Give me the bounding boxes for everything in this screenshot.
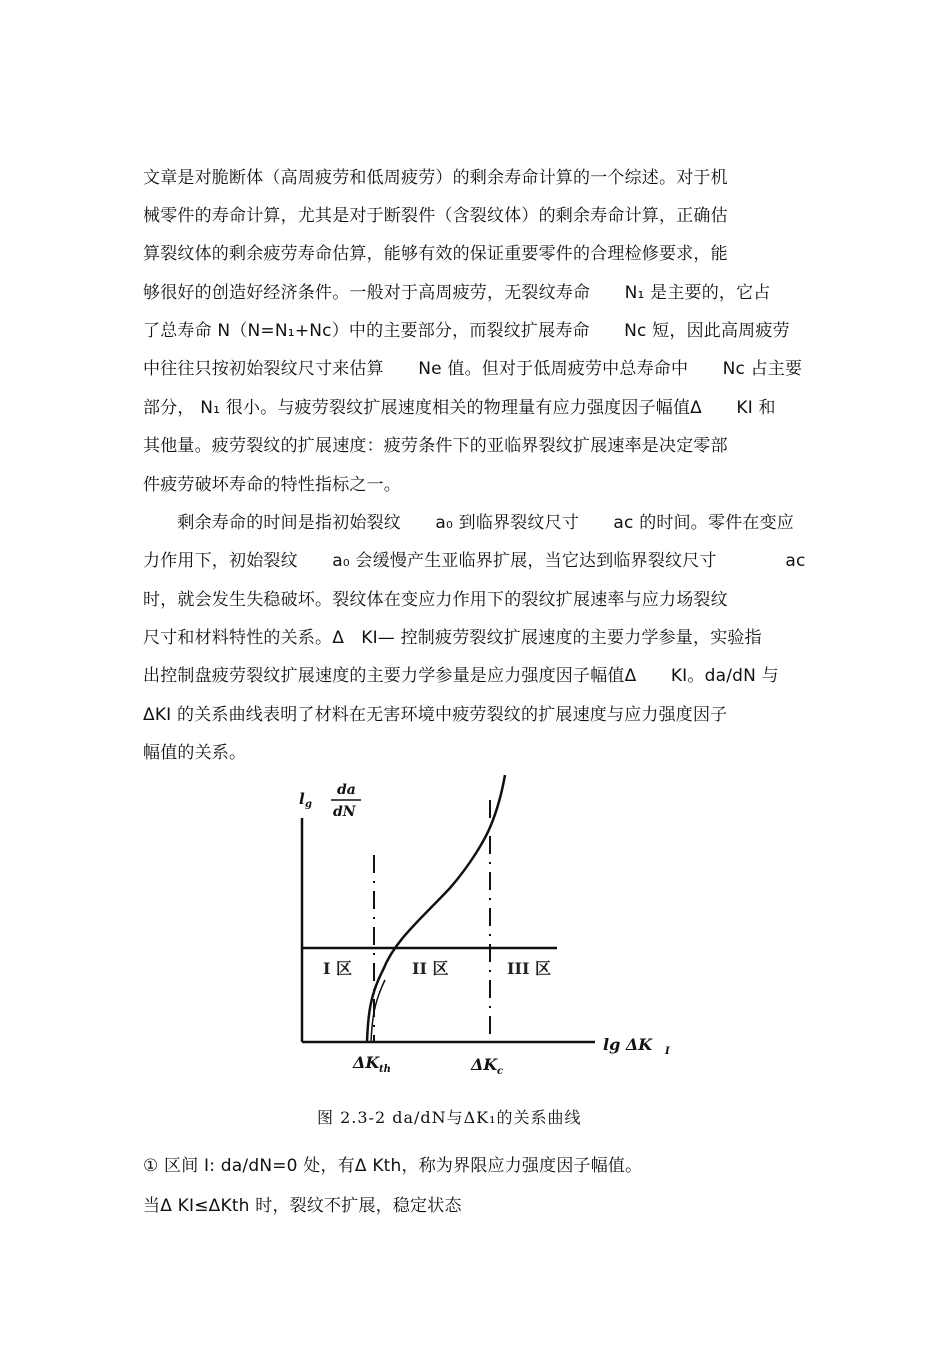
- tick-delta-k-c-sub: c: [497, 1066, 504, 1077]
- text-line: 时，就会发生失稳破坏。裂纹体在变应力作用下的裂纹扩展速率与应力场裂纹: [143, 590, 728, 610]
- crack-growth-diagram: [285, 770, 685, 1085]
- y-axis-prefix: l: [299, 790, 305, 808]
- y-axis-numerator: da: [337, 782, 356, 798]
- text-line: 剩余寿命的时间是指初始裂纹 a₀ 到临界裂纹尺寸 ac 的时间。零件在变应: [143, 513, 795, 533]
- zone-3-label: III 区: [507, 959, 552, 978]
- text-line: 尺寸和材料特性的关系。Δ KI— 控制疲劳裂纹扩展速度的主要力学参量，实验指: [143, 628, 762, 648]
- zone-1-label: I 区: [323, 959, 353, 978]
- text-line: 算裂纹体的剩余疲劳寿命估算，能够有效的保证重要零件的合理检修要求，能: [143, 244, 728, 264]
- text-line: 力作用下，初始裂纹 a₀ 会缓慢产生亚临界扩展，当它达到临界裂纹尺寸 ac: [143, 551, 806, 571]
- text-line: 出控制盘疲劳裂纹扩展速度的主要力学参量是应力强度因子幅值Δ KI。da/dN 与: [143, 666, 779, 686]
- figure-caption: 图 2.3-2 da/dN与ΔK₁的关系曲线: [317, 1108, 582, 1127]
- crack-growth-figure: [285, 770, 685, 1085]
- text-line: 够很好的创造好经济条件。一般对于高周疲劳，无裂纹寿命 N₁ 是主要的，它占: [143, 283, 771, 303]
- text-line: 部分， N₁ 很小。与疲劳裂纹扩展速度相关的物理量有应力强度因子幅值Δ KI 和: [143, 398, 776, 418]
- y-axis-denominator: dN: [333, 804, 356, 820]
- note-line: ① 区间 I: da/dN=0 处，有Δ Kth，称为界限应力强度因子幅值。: [143, 1156, 643, 1176]
- crack-growth-curve: [367, 775, 505, 1042]
- y-axis-prefix-sub: g: [305, 799, 312, 810]
- tick-delta-k-th: ΔK: [353, 1053, 380, 1072]
- tick-delta-k-c: ΔK: [471, 1055, 498, 1074]
- text-line: 中往往只按初始裂纹尺寸来估算 Ne 值。但对于低周疲劳中总寿命中 Nc 占主要: [143, 359, 803, 379]
- text-line: ΔKI 的关系曲线表明了材料在无害环境中疲劳裂纹的扩展速度与应力强度因子: [143, 705, 728, 725]
- text-line: 件疲劳破坏寿命的特性指标之一。: [143, 475, 401, 495]
- tick-delta-k-th-sub: th: [379, 1064, 391, 1075]
- zone-2-label: II 区: [412, 959, 449, 978]
- x-axis-label-sub: I: [665, 1046, 670, 1057]
- note-line: 当Δ KI≤ΔKth 时，裂纹不扩展，稳定状态: [143, 1196, 462, 1216]
- text-line: 其他量。疲劳裂纹的扩展速度：疲劳条件下的亚临界裂纹扩展速率是决定零部: [143, 436, 728, 456]
- text-line: 文章是对脆断体（高周疲劳和低周疲劳）的剩余寿命计算的一个综述。对于机: [143, 168, 728, 188]
- text-line: 幅值的关系。: [143, 743, 247, 763]
- text-line: 械零件的寿命计算，尤其是对于断裂件（含裂纹体）的剩余寿命计算，正确估: [143, 206, 728, 226]
- text-line: 了总寿命 N（N=N₁+Nc）中的主要部分，而裂纹扩展寿命 Nc 短，因此高周疲劳: [143, 321, 790, 341]
- x-axis-label: lg ΔK: [603, 1035, 653, 1054]
